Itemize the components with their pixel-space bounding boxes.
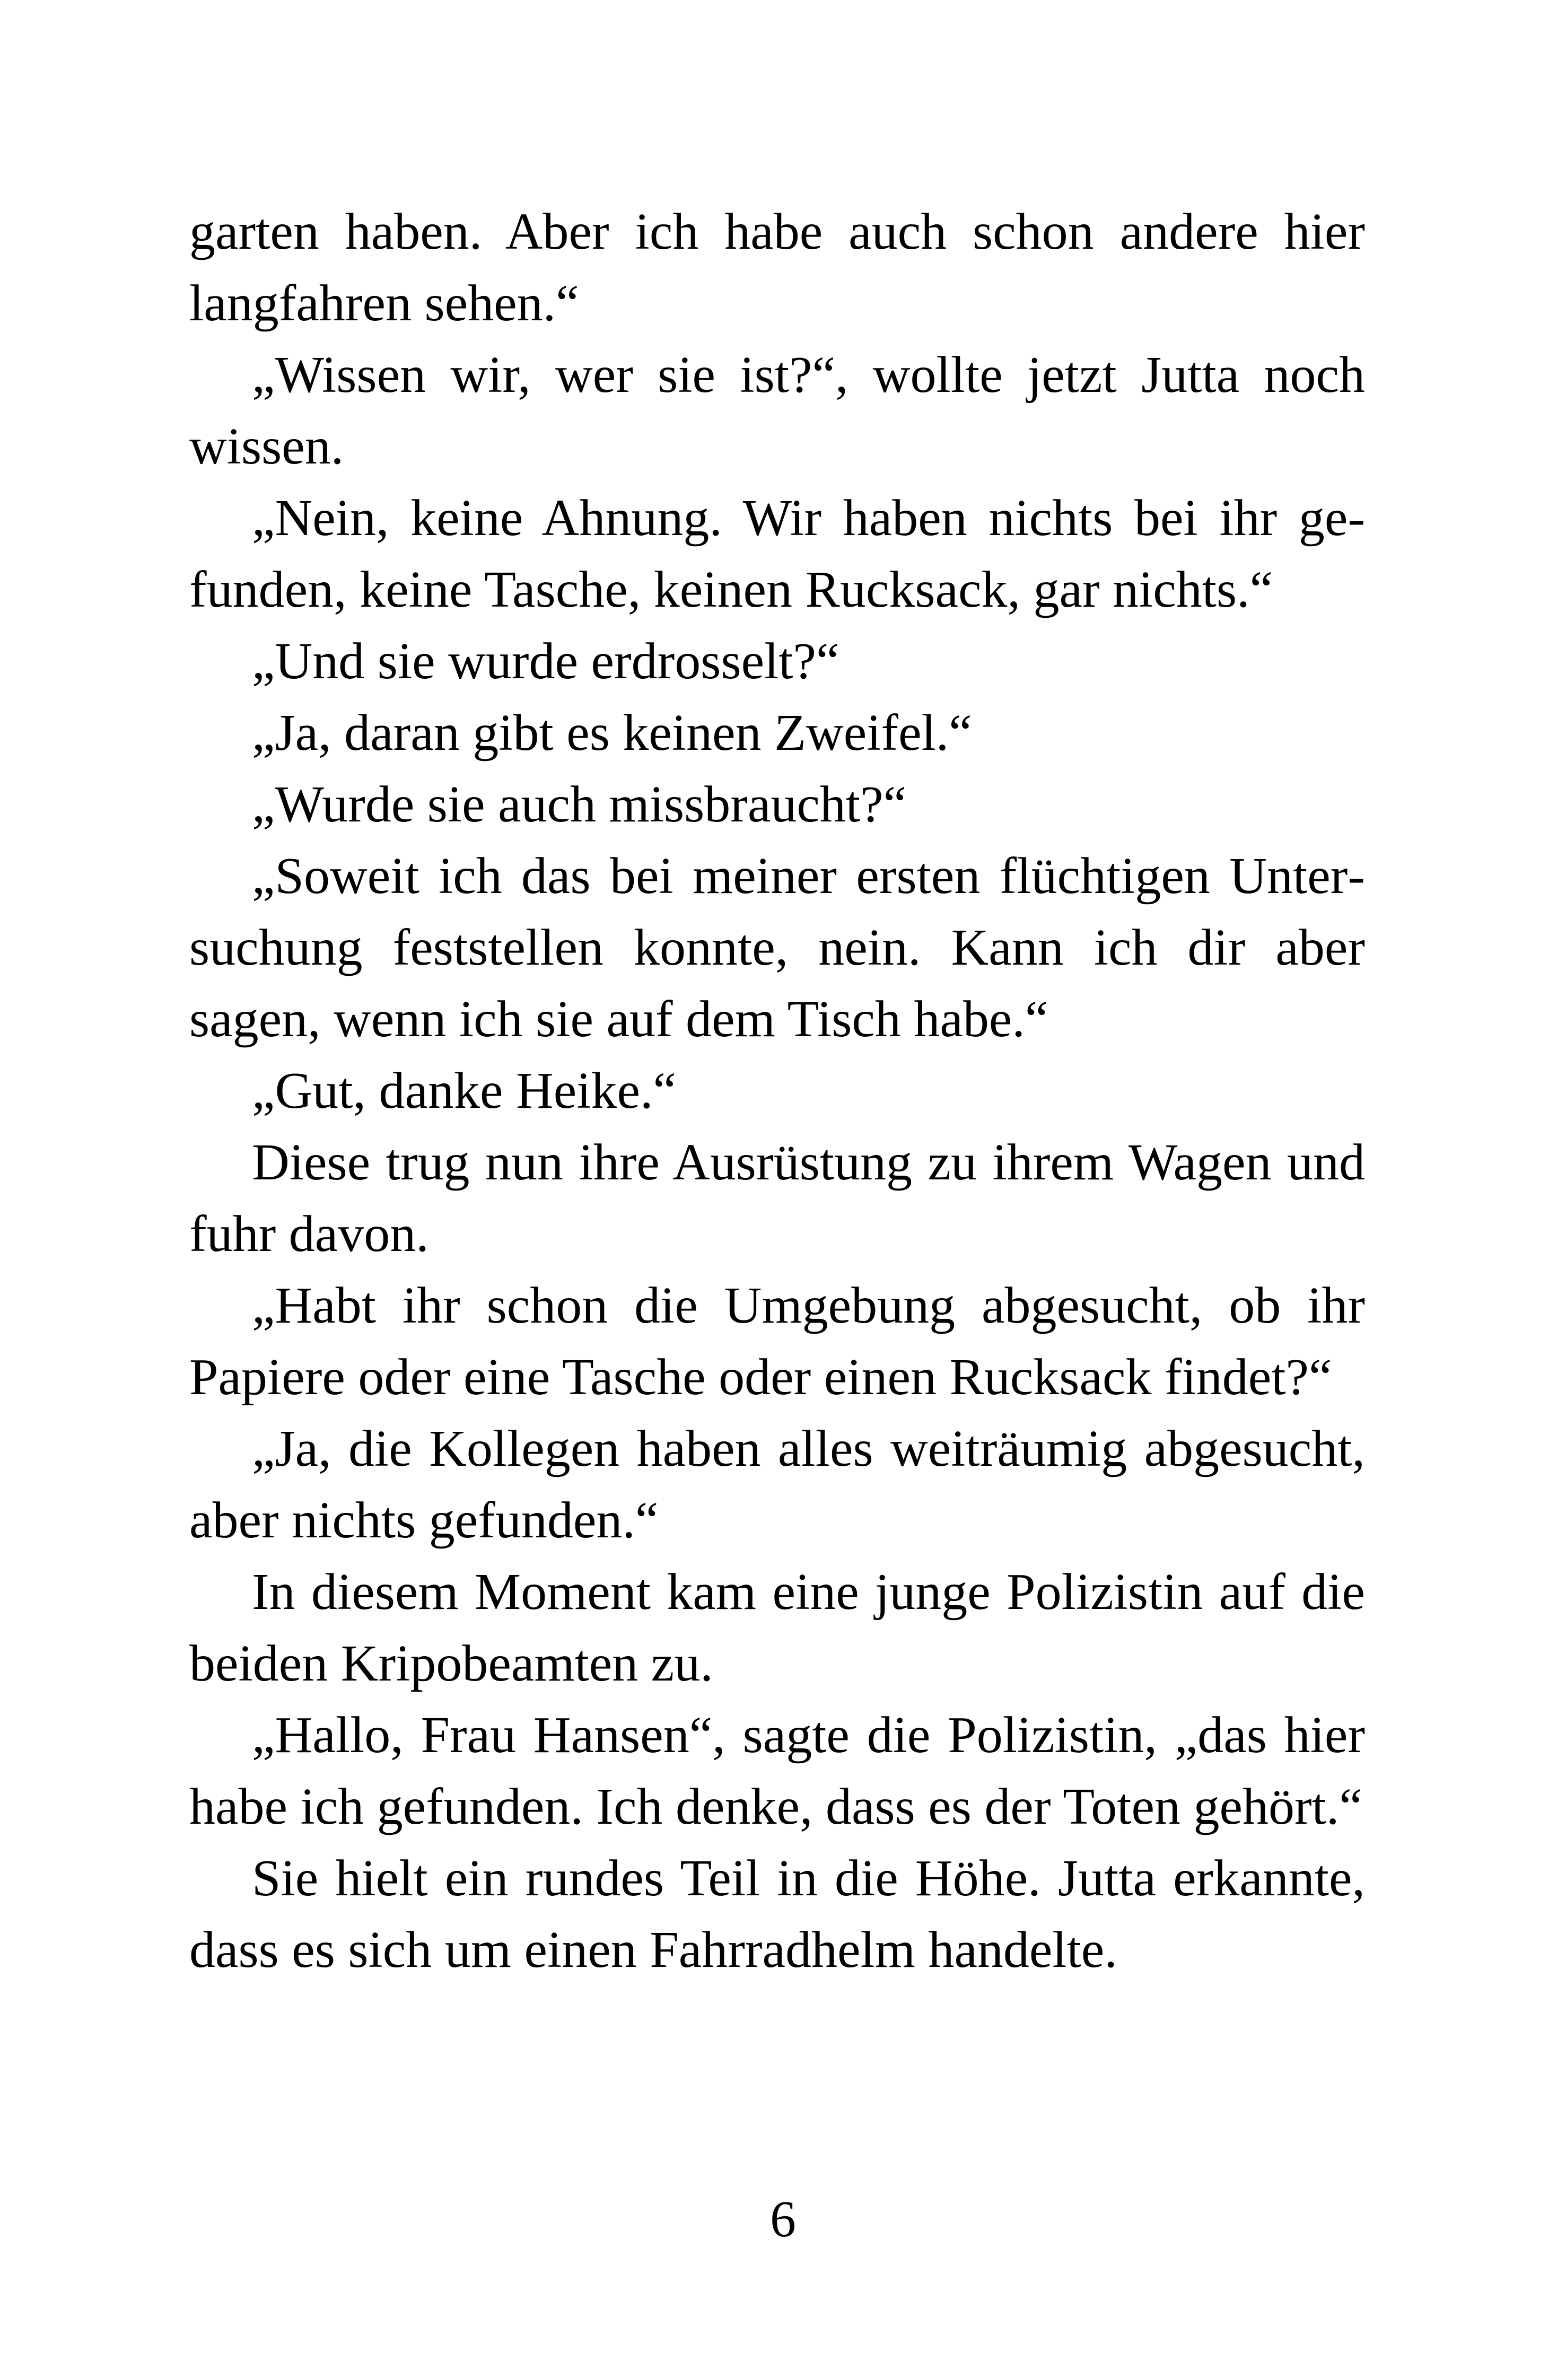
paragraph: In diesem Moment kam eine junge Polizistin auf die beiden Kripobeamten zu. bbox=[189, 1563, 1365, 1692]
paragraph: Diese trug nun ihre Ausrüstung zu ihrem Wagen und fuhr davon. bbox=[189, 1134, 1365, 1263]
paragraph: „Habt ihr schon die Umgebung abgesucht, ob ihr Papiere oder eine Tasche oder einen Rucksack findet?“ bbox=[189, 1277, 1365, 1406]
paragraph: „Und sie wurde erdrosselt?“ bbox=[252, 633, 839, 690]
paragraph: „Hallo, Frau Hansen“, sagte die Polizistin, „das hier habe ich gefunden. Ich denke, dass es der Toten gehört.“ bbox=[189, 1707, 1365, 1835]
page-number: 6 bbox=[770, 2191, 796, 2248]
paragraph: „Ja, die Kollegen haben alles weiträumig abgesucht, aber nichts gefunden.“ bbox=[189, 1420, 1365, 1549]
paragraph: „Wissen wir, wer sie ist?“, wollte jetzt Jutta noch wissen. bbox=[189, 346, 1365, 475]
body-text bbox=[189, 196, 1365, 1986]
paragraph: „Gut, danke Heike.“ bbox=[252, 1062, 676, 1119]
paragraph: garten haben. Aber ich habe auch schon andere hier langfahren sehen.“ bbox=[189, 203, 1365, 332]
paragraph: „Wurde sie auch missbraucht?“ bbox=[252, 776, 907, 833]
paragraph: Sie hielt ein rundes Teil in die Höhe. Jutta erkannte, dass es sich um einen Fahrradhelm handelte. bbox=[189, 1850, 1365, 1979]
paragraph: „Ja, daran gibt es keinen Zweifel.“ bbox=[252, 704, 972, 762]
paragraph: „Soweit ich das bei meiner ersten flüchtigen Untersuchung feststellen konnte, nein. Kann ich dir aber sagen, wenn ich sie auf dem Tisch habe.“ bbox=[189, 847, 1365, 1048]
paragraph: „Nein, keine Ahnung. Wir haben nichts bei ihr gefunden, keine Tasche, keinen Rucksack, gar nichts.“ bbox=[189, 489, 1365, 618]
